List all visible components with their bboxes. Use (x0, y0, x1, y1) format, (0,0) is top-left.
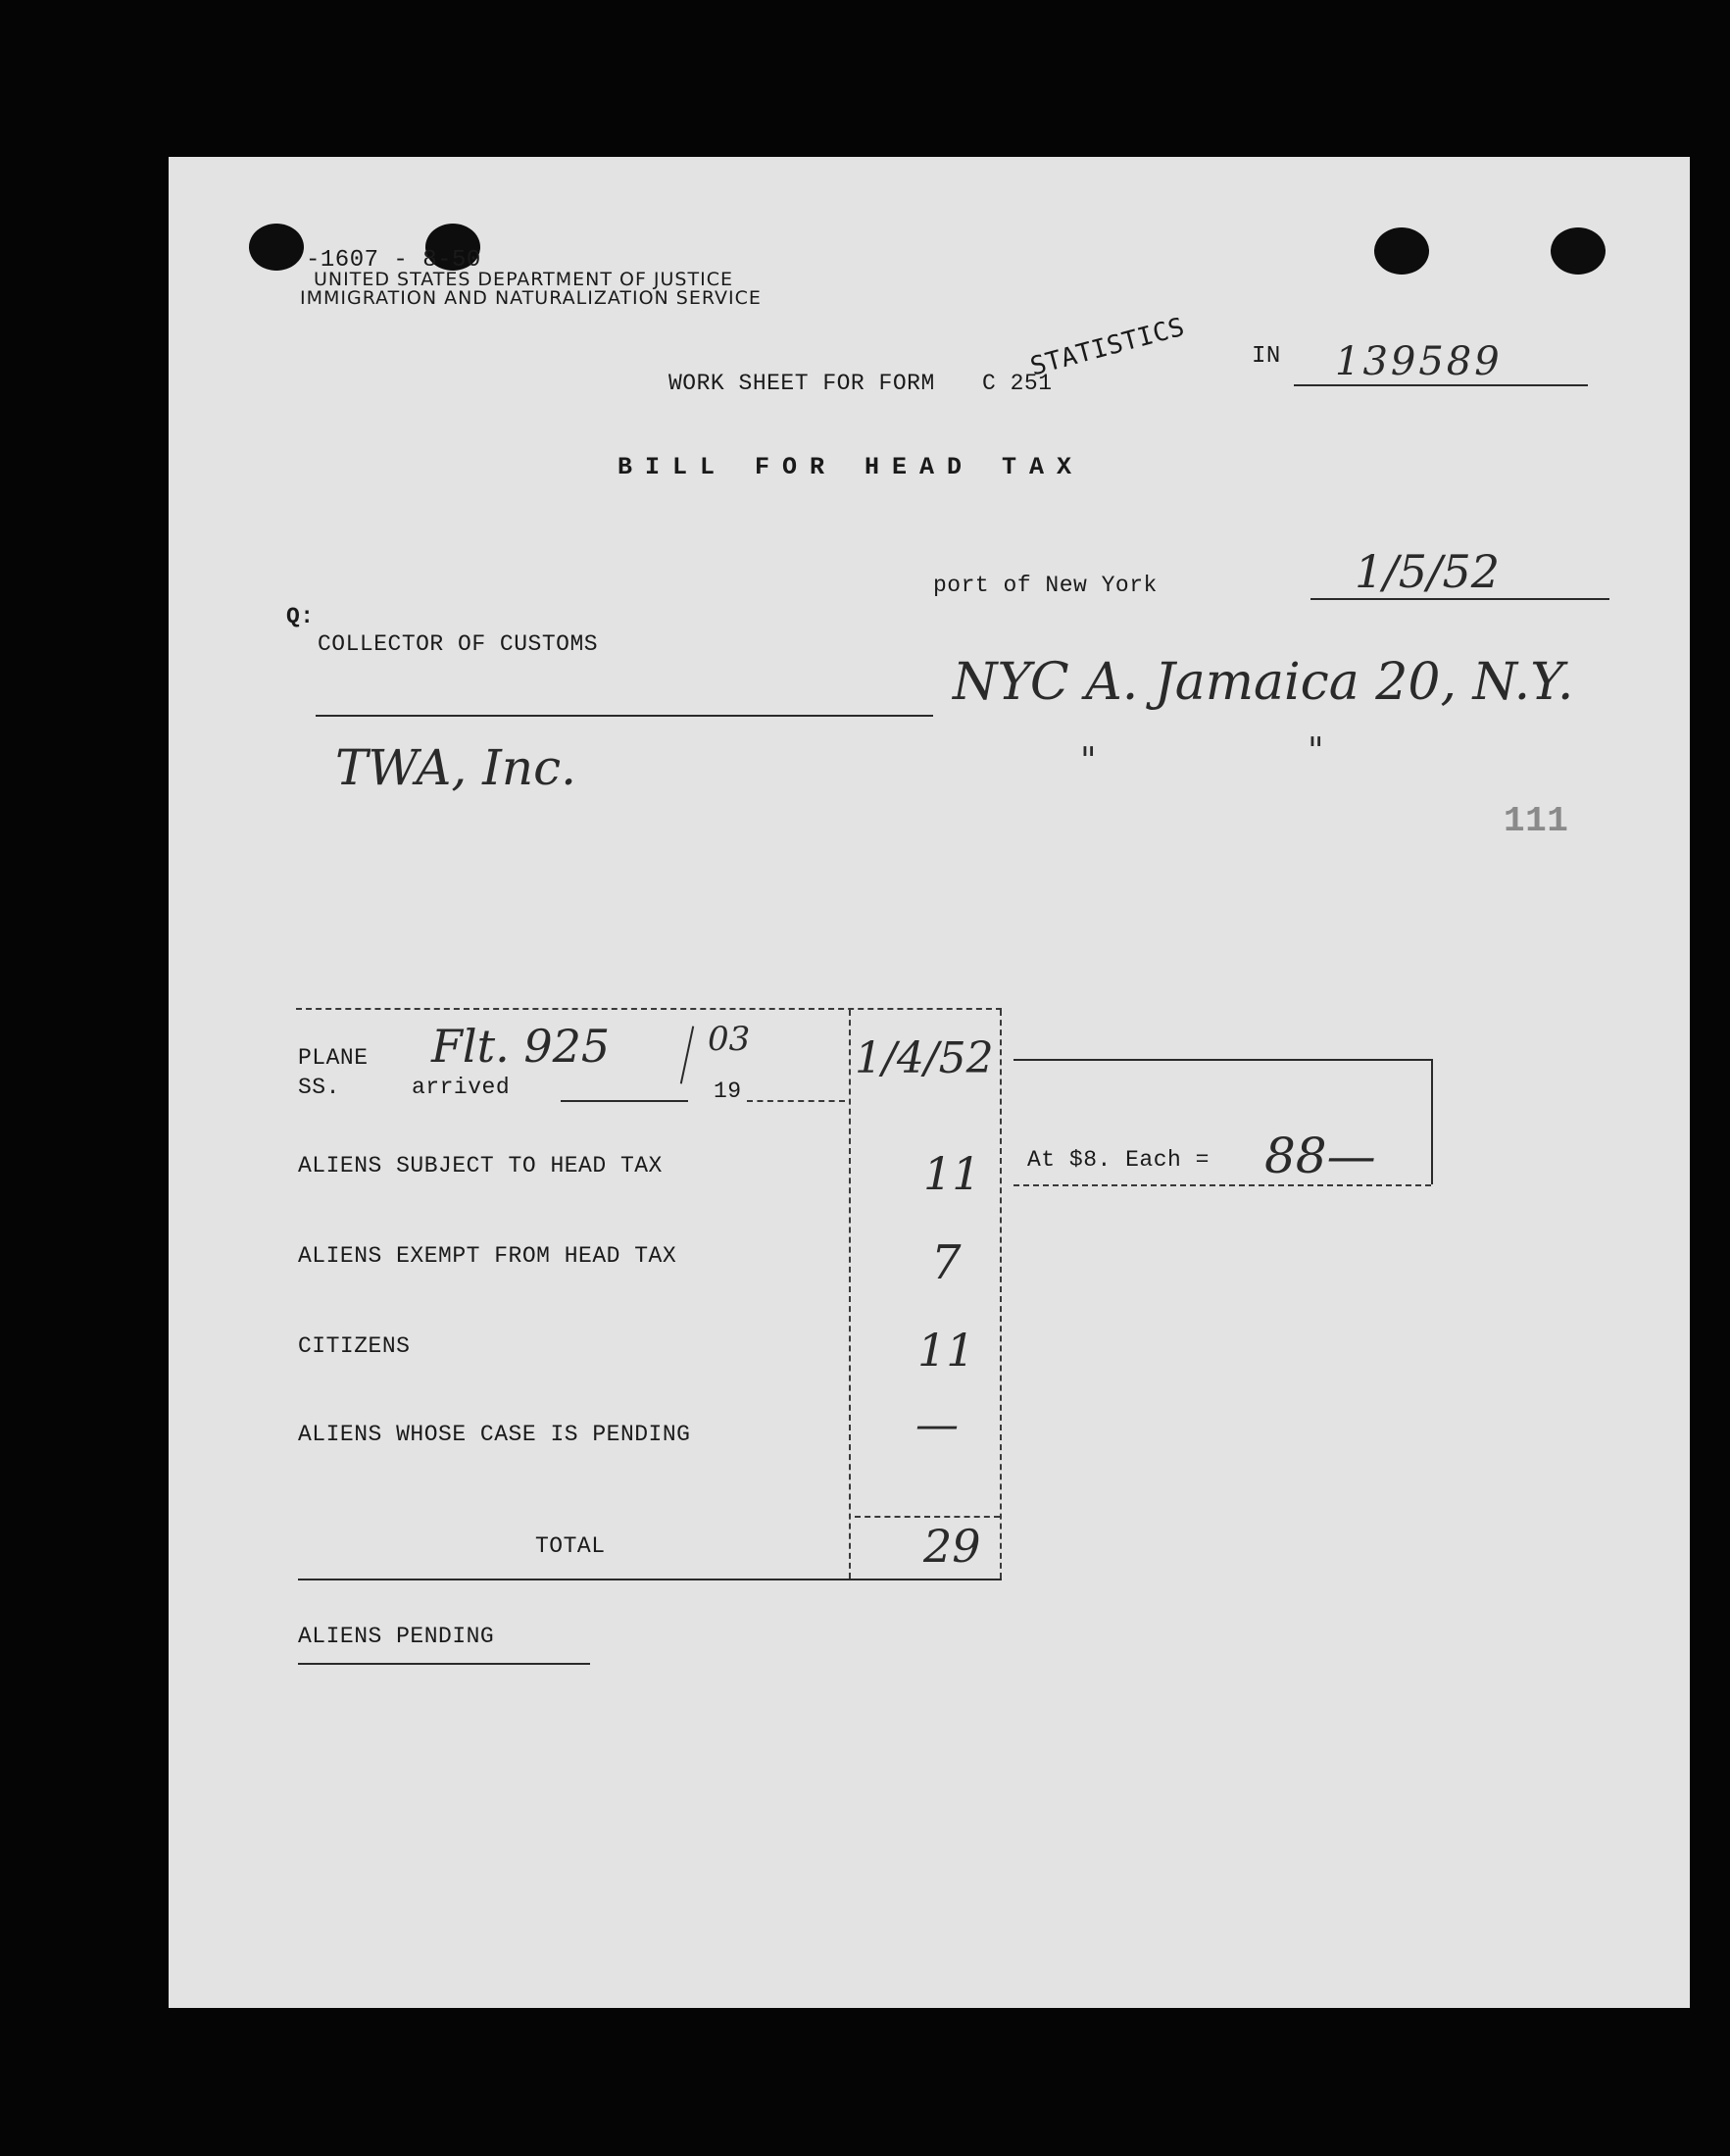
ditto-mark-2: " (1308, 731, 1324, 772)
port-date-underline (1310, 598, 1609, 600)
rate-label: At $8. Each = (1027, 1147, 1210, 1173)
arrived-label: arrived (412, 1075, 511, 1100)
aliens-pending-label: ALIENS PENDING (298, 1624, 495, 1649)
total-rule (855, 1516, 1000, 1518)
arrived-line-1 (561, 1100, 688, 1102)
in-label: IN (1252, 343, 1281, 370)
arrived-line-2 (747, 1100, 845, 1102)
service-name: IMMIGRATION AND NATURALIZATION SERVICE (300, 287, 762, 309)
in-number-underline (1294, 384, 1588, 386)
row-value-exempt: 7 (931, 1235, 962, 1290)
to-label: Q: (286, 604, 315, 629)
department-name: UNITED STATES DEPARTMENT OF JUSTICE (314, 269, 733, 290)
flight-suffix: 03 (708, 1020, 751, 1059)
row-label-pending: ALIENS WHOSE CASE IS PENDING (298, 1422, 691, 1447)
sheet-number: 111 (1504, 801, 1569, 841)
row-value-citizens: 11 (917, 1324, 975, 1377)
arrival-date: 1/4/52 (855, 1033, 994, 1083)
year-prefix: 19 (714, 1078, 742, 1104)
punch-hole-right-1 (1374, 227, 1429, 275)
form-reference: C 251 (982, 371, 1053, 396)
punch-hole-left-1 (249, 224, 304, 271)
rate-amount: 88— (1264, 1128, 1376, 1184)
addressee-location: NYC A. Jamaica 20, N.Y. (953, 653, 1574, 712)
ss-label: SS. (298, 1075, 340, 1100)
row-value-pending: — (915, 1400, 959, 1450)
table-divider-right (1000, 1010, 1002, 1579)
table-top-rule (296, 1008, 1002, 1010)
table-bottom-rule (298, 1579, 1002, 1580)
port-date: 1/5/52 (1355, 545, 1501, 598)
form-code: -1607 - 8-50 (306, 247, 481, 274)
total-value: 29 (923, 1520, 981, 1573)
plane-label: PLANE (298, 1045, 369, 1071)
flight-number: Flt. 925 (431, 1020, 611, 1073)
flight-slash (680, 1026, 694, 1083)
addressee-line (316, 715, 933, 717)
in-number: 139589 (1335, 339, 1503, 384)
document-page (169, 157, 1690, 2008)
rate-box-top (1013, 1059, 1431, 1061)
total-label: TOTAL (535, 1533, 606, 1559)
table-divider-left (849, 1010, 851, 1579)
row-value-subject: 11 (923, 1147, 981, 1200)
row-label-exempt: ALIENS EXEMPT FROM HEAD TAX (298, 1243, 677, 1269)
statistics-stamp: STATISTICS (1027, 312, 1188, 382)
rate-box-bottom (1013, 1184, 1431, 1186)
worksheet-title: WORK SHEET FOR FORM (668, 371, 935, 396)
row-label-citizens: CITIZENS (298, 1333, 411, 1359)
port-label: port of New York (933, 573, 1158, 598)
punch-hole-right-2 (1551, 227, 1606, 275)
bill-title: BILL FOR HEAD TAX (618, 453, 1085, 481)
row-label-subject: ALIENS SUBJECT TO HEAD TAX (298, 1153, 663, 1178)
addressee-name: COLLECTOR OF CUSTOMS (318, 631, 599, 657)
ditto-mark-1: " (1080, 741, 1097, 781)
rate-box-right (1431, 1059, 1433, 1184)
aliens-pending-underline (298, 1663, 590, 1665)
carrier-name: TWA, Inc. (335, 739, 576, 796)
